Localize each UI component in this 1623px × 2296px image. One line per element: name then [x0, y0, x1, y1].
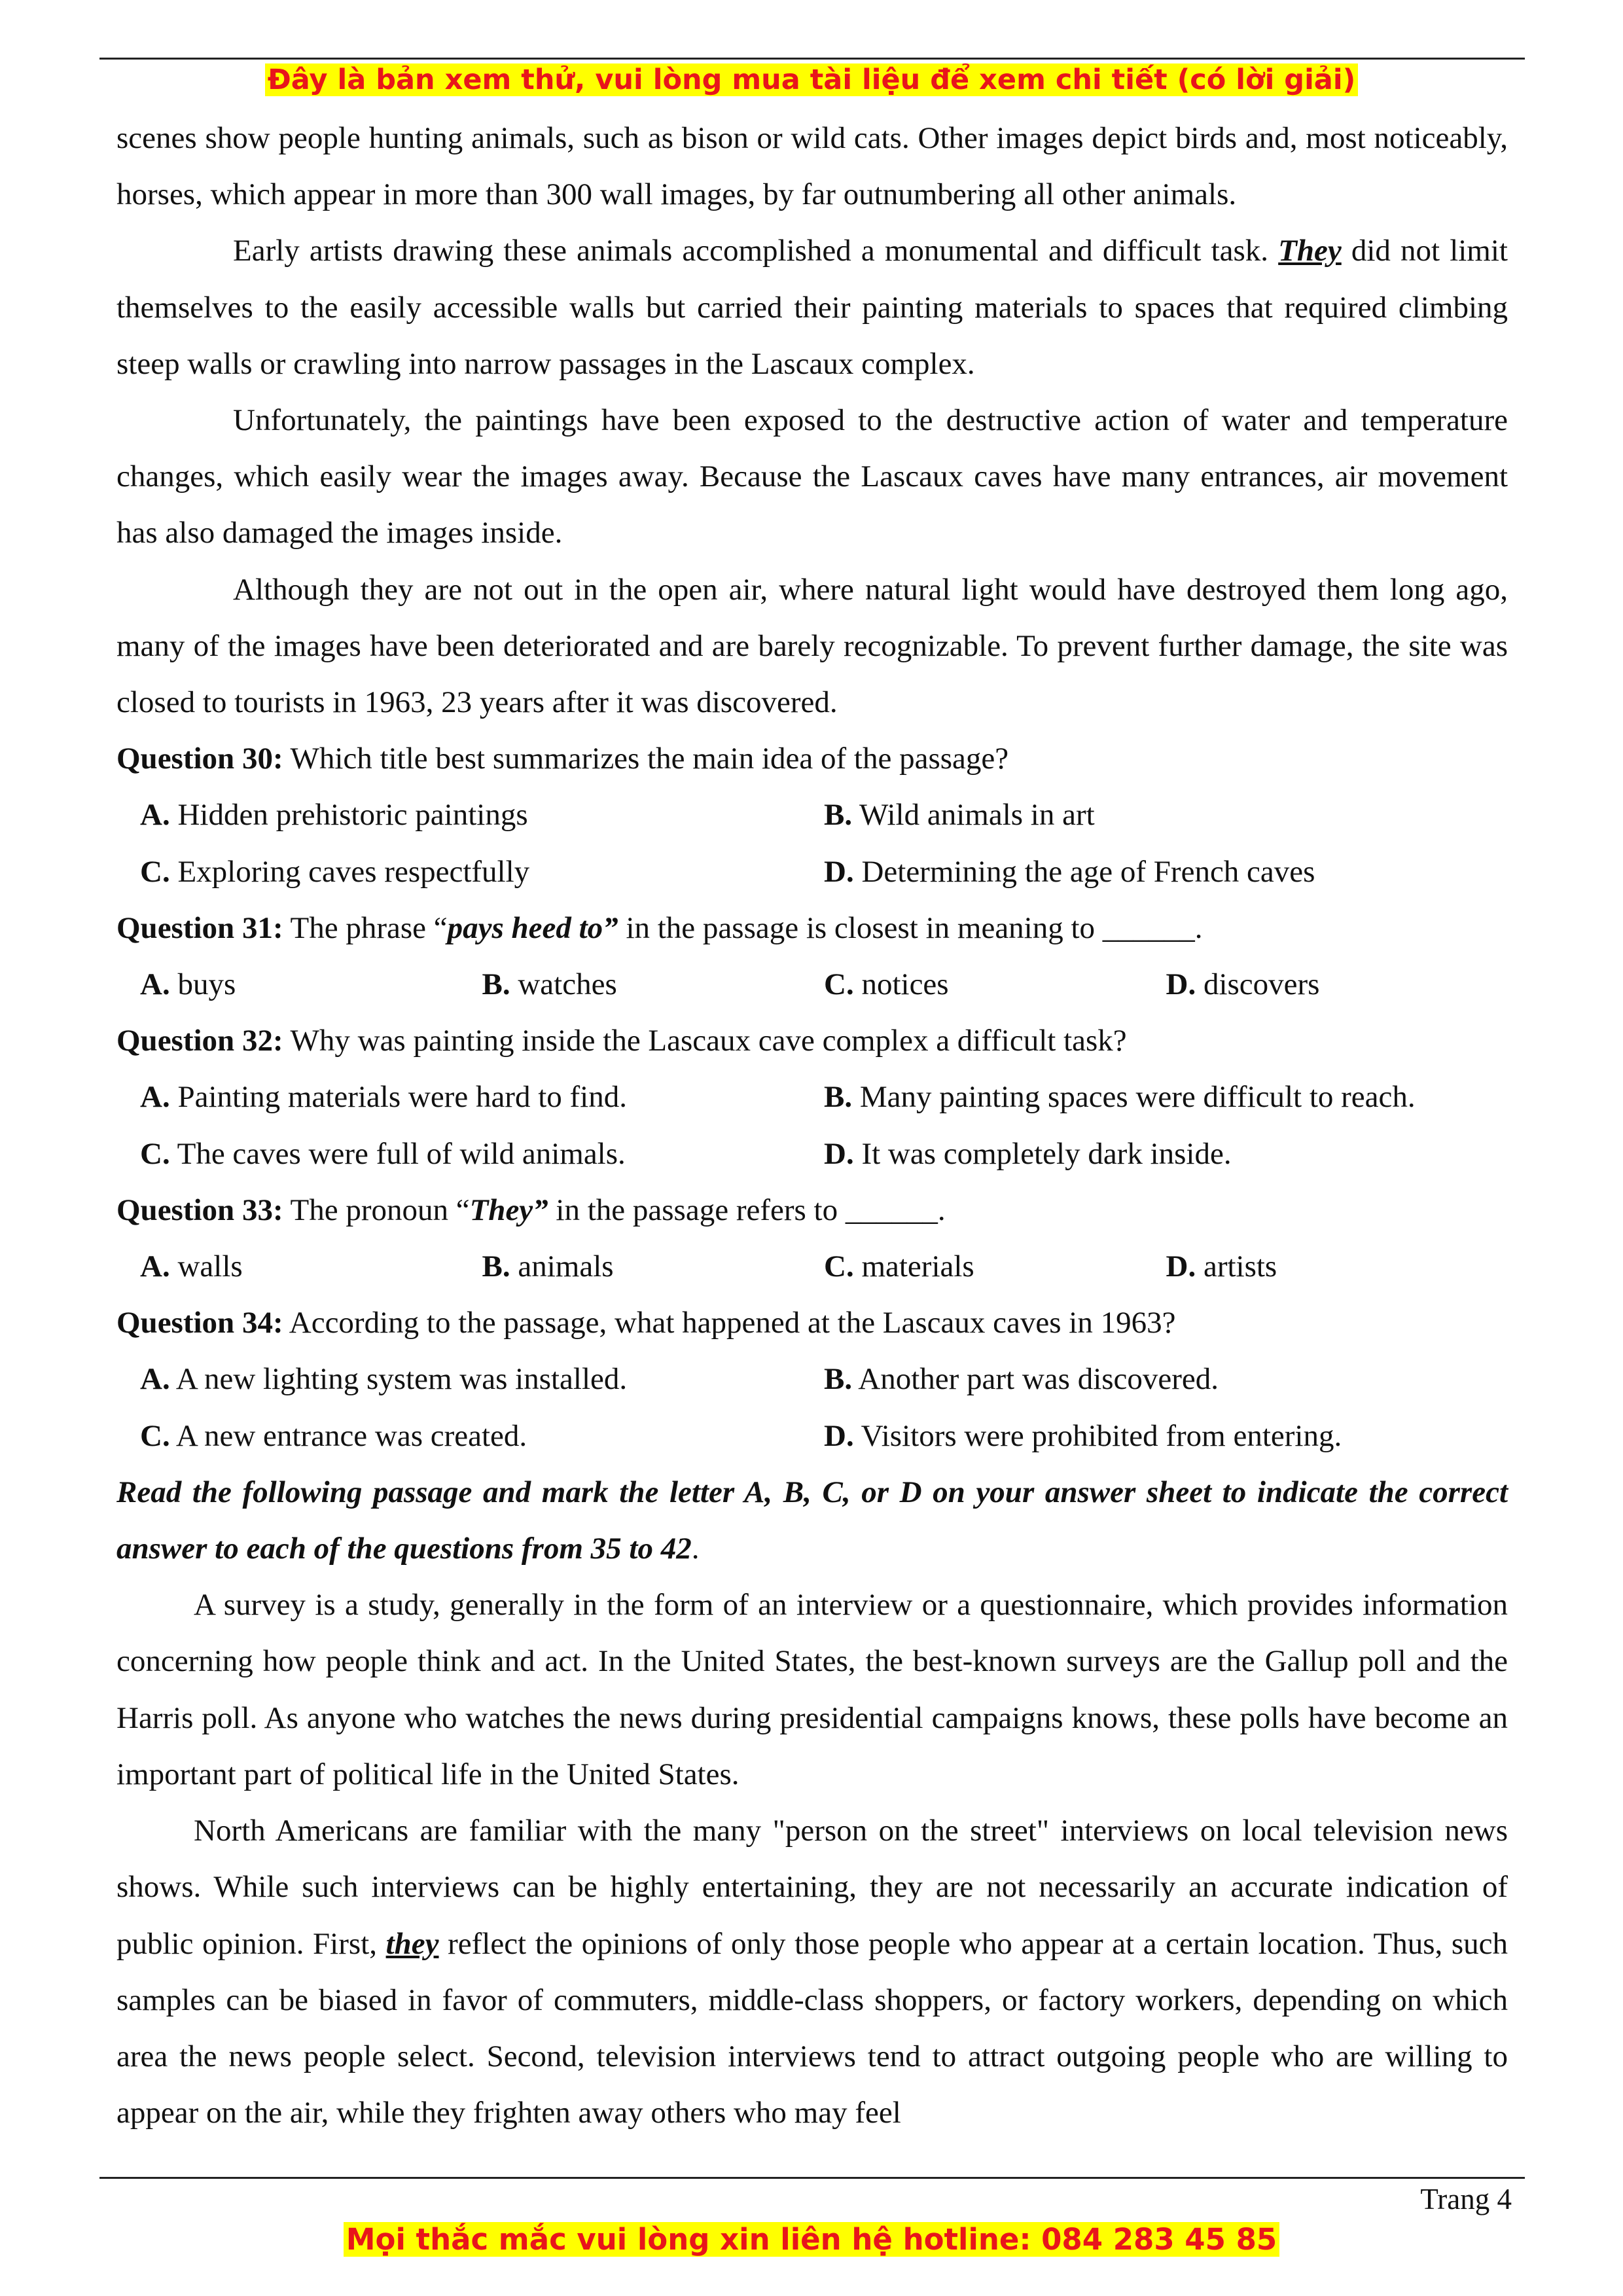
options-row — [116, 956, 1508, 1013]
option-b[interactable]: B. Another part was discovered. — [824, 1362, 1219, 1397]
hotline-banner — [0, 2219, 1623, 2260]
footer-rule — [99, 2177, 1525, 2179]
question-label: Question 34: — [116, 1306, 283, 1340]
option-b[interactable]: B. Many painting spaces were difficult to reach. — [824, 1080, 1416, 1115]
option-b[interactable]: B. Wild animals in art — [824, 798, 1095, 833]
underlined-they: They — [1278, 234, 1342, 268]
question-30: Question 30: Which title best summarizes the main idea of the passage? — [116, 742, 1009, 776]
question-34: Question 34: According to the passage, what happened at the Lascaux caves in 1963? — [116, 1306, 1176, 1340]
passage2-paragraph-2: North Americans are familiar with the many "person on the street" interviews on local television news shows. While such interviews can be highly entertaining, they are not necessarily an accurate indication of public opinion. First, they reflect the opinions of only those people who appear at a certain location. Thus, such samples can be biased in favor of commuters, middle-class shoppers, or factory workers, depending on which area the news people select. Second, television interviews tend to attract outgoing people who are willing to appear on the air, while they frighten away others who may feel — [116, 1814, 1508, 2130]
options-row — [116, 1408, 1508, 1464]
option-a[interactable]: A. Painting materials were hard to find. — [140, 1080, 627, 1115]
question-label: Question 32: — [116, 1024, 283, 1058]
preview-banner-text: Đây là bản xem thử, vui lòng mua tài liệu để xem chi tiết (có lời giải) — [265, 63, 1358, 96]
option-c[interactable]: C. notices — [824, 967, 949, 1002]
option-c[interactable]: C. materials — [824, 1249, 974, 1284]
document-body — [116, 110, 1508, 2141]
options-row — [116, 1238, 1508, 1295]
passage1-paragraph-3: Unfortunately, the paintings have been exposed to the destructive action of water and temperature changes, which easily wear the images away. Because the Lascaux caves have many entrances, air movement has also damaged the images inside. — [116, 403, 1508, 550]
question-label: Question 33: — [116, 1193, 283, 1227]
section-instruction: Read the following passage and mark the letter A, B, C, or D on your answer sheet to indicate the correct answer to each of the questions from 35 to 42. — [116, 1475, 1508, 1566]
option-d[interactable]: D. Determining the age of French caves — [824, 854, 1315, 889]
option-a[interactable]: A. buys — [140, 967, 236, 1002]
option-c[interactable]: C. A new entrance was created. — [140, 1418, 527, 1453]
question-32: Question 32: Why was painting inside the Lascaux cave complex a difficult task? — [116, 1024, 1127, 1058]
page-number: Trang 4 — [1420, 2183, 1512, 2215]
option-d[interactable]: D. artists — [1166, 1249, 1277, 1284]
question-31: Question 31: The phrase “pays heed to” in the passage is closest in meaning to ______. — [116, 910, 1203, 945]
options-row — [116, 787, 1508, 843]
option-d[interactable]: D. Visitors were prohibited from entering. — [824, 1418, 1342, 1453]
option-c[interactable]: C. Exploring caves respectfully — [140, 854, 530, 889]
header-rule — [99, 58, 1525, 60]
emphasized-phrase: They” — [469, 1193, 548, 1227]
passage2-paragraph-1: A survey is a study, generally in the form of an interview or a questionnaire, which provides information concerning how people think and act. In the United States, the best-known surveys are the Gallup poll and the Harris poll. As anyone who watches the news during presidential campaigns knows, these polls have become an important part of political life in the United States. — [116, 1588, 1508, 1791]
passage1-paragraph-1: scenes show people hunting animals, such as bison or wild cats. Other images depict birds and, most noticeably, horses, which appear in more than 300 wall images, by far outnumbering all other animals. — [116, 121, 1508, 212]
option-a[interactable]: A. A new lighting system was installed. — [140, 1362, 628, 1397]
option-a[interactable]: A. Hidden prehistoric paintings — [140, 798, 528, 833]
emphasized-phrase: pays heed to” — [447, 910, 618, 945]
passage1-paragraph-2: Early artists drawing these animals accomplished a monumental and difficult task. They did not limit themselves to the easily accessible walls but carried their painting materials to spaces that required climbing steep walls or crawling into narrow passages in the Lascaux complex. — [116, 234, 1508, 381]
option-d[interactable]: D. It was completely dark inside. — [824, 1136, 1232, 1171]
passage1-paragraph-4: Although they are not out in the open air, where natural light would have destroyed them long ago, many of the images have been deteriorated and are barely recognizable. To prevent further damage, the site was closed to tourists in 1963, 23 years after it was discovered. — [116, 572, 1508, 720]
option-b[interactable]: B. animals — [482, 1249, 614, 1284]
underlined-they: they — [385, 1926, 439, 1961]
options-row — [116, 844, 1508, 900]
question-label: Question 30: — [116, 742, 283, 776]
preview-banner — [0, 60, 1623, 99]
option-a[interactable]: A. walls — [140, 1249, 243, 1284]
hotline-banner-text: Mọi thắc mắc vui lòng xin liên hệ hotline: 084 283 45 85 — [344, 2222, 1279, 2257]
question-33: Question 33: The pronoun “They” in the passage refers to ______. — [116, 1193, 946, 1227]
options-row — [116, 1069, 1508, 1125]
question-label: Question 31: — [116, 910, 283, 945]
option-d[interactable]: D. discovers — [1166, 967, 1320, 1002]
option-c[interactable]: C. The caves were full of wild animals. — [140, 1136, 626, 1171]
options-row — [116, 1126, 1508, 1182]
options-row — [116, 1351, 1508, 1407]
option-b[interactable]: B. watches — [482, 967, 617, 1002]
